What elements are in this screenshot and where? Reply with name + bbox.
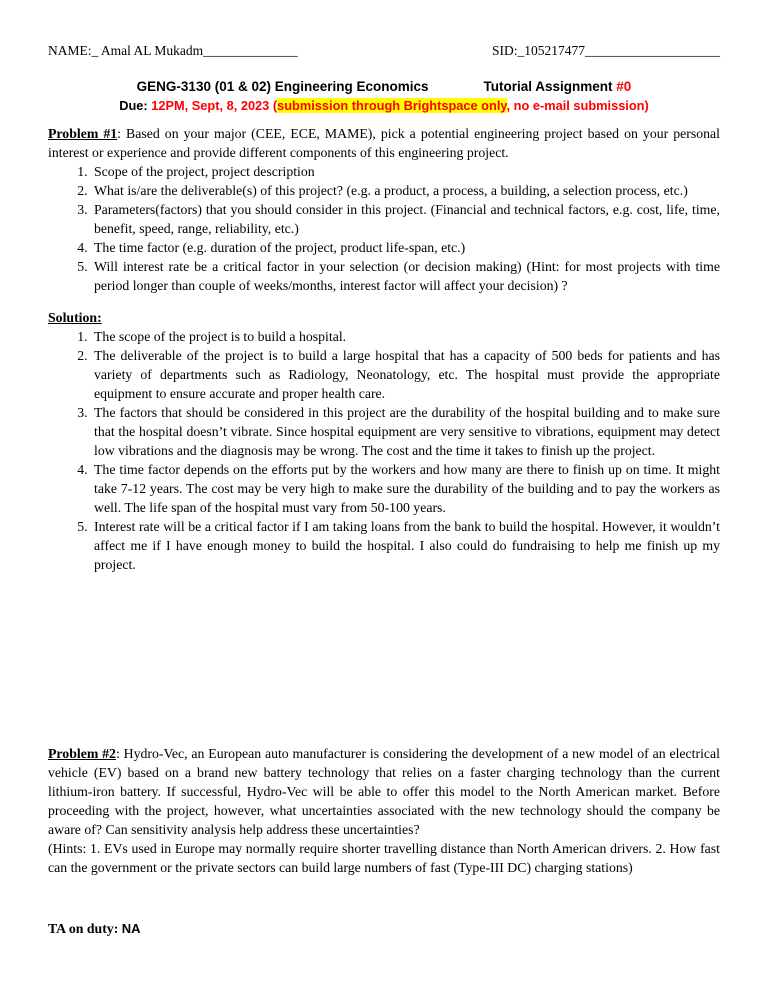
blank-space <box>48 574 720 744</box>
due-highlighted-text: submission through Brightspace only <box>277 98 507 113</box>
problem2-hints: (Hints: 1. EVs used in Europe may normally require shorter travelling distance than North American drivers. 2. How fast can the government or the private sectors can build large numbers of fast (Type-III DC) charging stations) <box>48 841 720 875</box>
due-line <box>48 98 720 114</box>
document-body <box>48 124 720 938</box>
solution-label: Solution: <box>48 310 102 325</box>
solution-item-4: 4. The time factor depends on the efforts put by the workers and how many are there to finish up on time. It might take 7-12 years. The cost may be very high to make sure the durability of the building and to pay the workers as well. The life span of the hospital must vary from 50-100 years. <box>91 460 720 517</box>
problem2-body-text: : Hydro-Vec, an European auto manufacturer is considering the development of a new model of an electrical vehicle (EV) based on a brand new battery technology that relies on a faster charging technology than the current lithium-iron battery. If successful, Hydro-Vec will be able to offer this model to the North American market. Before proceeding with the project, however, what uncertainties associated with the new technology should the company be aware of? Can sensitivity analysis help address these uncertainties? <box>48 746 720 837</box>
problem1-item-1: 1. Scope of the project, project description <box>91 162 720 181</box>
due-suffix: , no e-mail submission) <box>506 98 649 113</box>
name-field: NAME:_ Amal AL Mukadm______________ <box>48 43 298 58</box>
due-prefix: Due: <box>119 98 152 113</box>
problem1-label: Problem #1 <box>48 126 118 141</box>
name-sid-row <box>48 42 720 59</box>
solution-heading <box>48 308 720 327</box>
problem1-intro-text: : Based on your major (CEE, ECE, MAME), pick a potential engineering project based on your personal interest or experience and provide different components of this engineering project. <box>48 126 720 160</box>
problem2-paragraph <box>48 744 720 839</box>
due-date: 12PM, Sept, 8, 2023 ( <box>151 98 278 113</box>
problem1-item-3: 3. Parameters(factors) that you should consider in this project. (Financial and technical factors, e.g. cost, life, time, benefit, speed, range, reliability, etc.) <box>91 200 720 238</box>
problem1-intro-paragraph <box>48 124 720 162</box>
ta-value: NA <box>121 921 141 936</box>
course-title: GENG-3130 (01 & 02) Engineering Economics <box>136 79 429 94</box>
assignment-title <box>484 79 632 94</box>
problem1-item-4: 4. The time factor (e.g. duration of the project, product life-span, etc.) <box>91 238 720 257</box>
assignment-label: Tutorial Assignment <box>483 79 617 94</box>
solution-list <box>48 327 720 574</box>
solution-item-1: 1. The scope of the project is to build a hospital. <box>91 327 720 346</box>
solution-item-2: 2. The deliverable of the project is to build a large hospital that has a capacity of 500 beds for patients and has variety of departments such as Radiology, Neonatology, etc. The hospital must provide the appropriate equipment to ensure accurate and proper health care. <box>91 346 720 403</box>
assignment-title-line <box>48 79 720 95</box>
problem1-list <box>48 162 720 295</box>
assignment-number: #0 <box>616 79 632 94</box>
ta-on-duty-line <box>48 919 720 938</box>
problem1-item-2: 2. What is/are the deliverable(s) of this project? (e.g. a product, a process, a building, a selection process, etc.) <box>91 181 720 200</box>
problem1-item-5: 5. Will interest rate be a critical factor in your selection (or decision making) (Hint: for most projects with time period longer than couple of weeks/months, interest factor will affect your decision) ? <box>91 257 720 295</box>
solution-item-5: 5. Interest rate will be a critical factor if I am taking loans from the bank to build the hospital. However, it wouldn’t affect me if I have enough money to build the hospital. I also could do fundraising to help me finish up my project. <box>91 517 720 574</box>
problem2-label: Problem #2 <box>48 746 116 761</box>
ta-label: TA on duty: <box>48 921 122 936</box>
sid-field: SID:_105217477____________________ <box>491 43 720 58</box>
solution-item-3: 3. The factors that should be considered in this project are the durability of the hospital building and to make sure that the hospital doesn’t vibrate. Since hospital equipment are very sensitive to vibrations, equipment may detect low vibrations and the diagnosis may be wrong. The cost and the time it takes to finish up the project. <box>91 403 720 460</box>
